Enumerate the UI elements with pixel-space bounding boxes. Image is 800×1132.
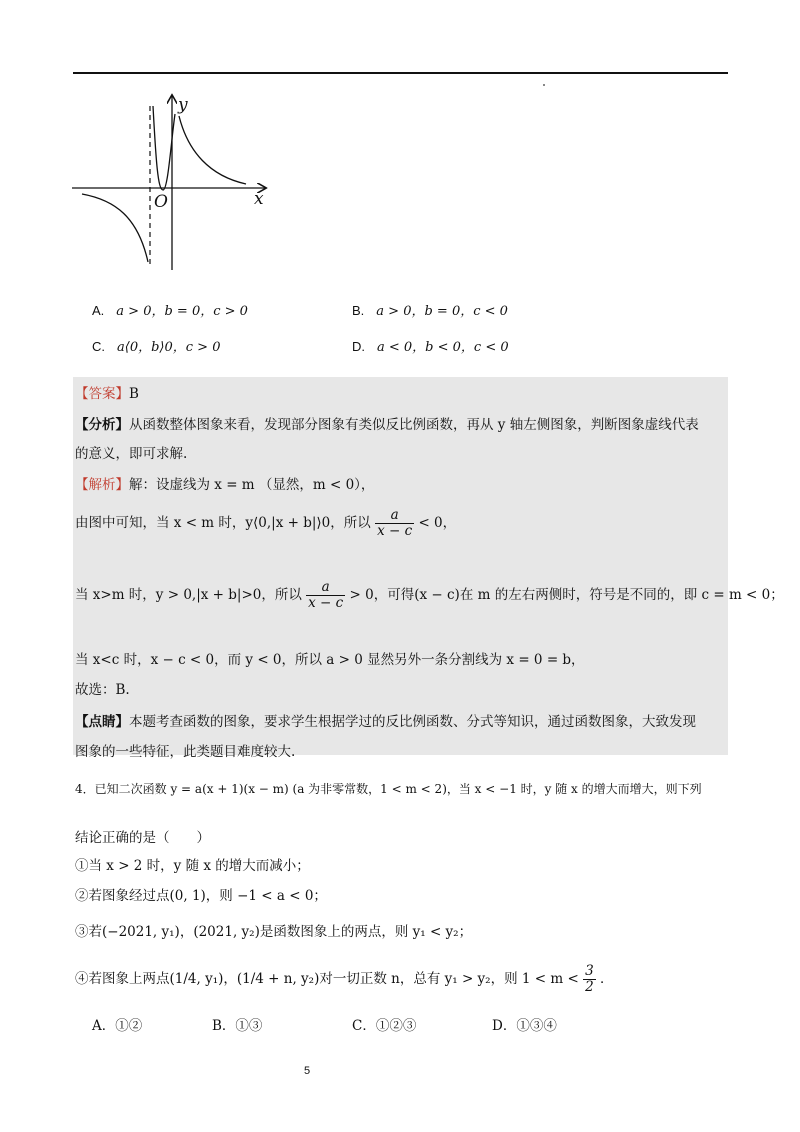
page-number: 5: [303, 1065, 311, 1077]
q4-statement-3: ③若(−2021, y₁)，(2021, y₂)是函数图象上的两点，则 y₁ < y₂；: [75, 924, 473, 940]
function-graph: [60, 92, 280, 282]
header-rule: [73, 72, 728, 74]
q4-statement-4: ④若图象上两点(1/4, y₁)，(1/4 + n, y₂)对一切正数 n，总有 y₁ > y₂，则 1 < m < $\frac{3}{2}$ ．: [75, 963, 614, 995]
q4-option-d: D．①③④: [492, 1018, 557, 1034]
analysis-line-1: 【分析】从函数整体图象来看，发现部分图象有类似反比例函数，再从 y 轴左侧图象，判断图象虚线代表: [75, 417, 699, 433]
q4-statement-1: ①当 x > 2 时，y 随 x 的增大而减小；: [75, 858, 310, 874]
q4-option-b: B．①③: [212, 1018, 263, 1034]
fraction-a-over-x-minus-c-2: $\frac{a}{x - c}$: [308, 579, 344, 611]
option-b: B. a > 0，b = 0，c < 0: [352, 303, 508, 319]
comment-line-2: 图象的一些特征，此类题目难度较大.: [75, 744, 296, 760]
solution-line-2: 由图中可知，当 x < m 时，y⟨0,|x + b|⟩0，所以 $\frac{a}{x - c}$ < 0，: [75, 507, 457, 539]
option-c: C. a⟨0，b⟩0，c > 0: [92, 339, 221, 355]
origin-label: O: [154, 192, 168, 212]
answer-line: 【答案】B: [75, 386, 139, 402]
q4-stem-1: 4．已知二次函数 y = a(x + 1)(x − m) (a 为非零常数，1 < m < 2)，当 x < −1 时，y 随 x 的增大而增大，则下列: [75, 782, 702, 796]
curve-right-branch: [179, 116, 246, 184]
solution-line-3: 当 x>m 时，y > 0,|x + b|>0，所以 $\frac{a}{x - c}$ > 0，可得(x − c)在 m 的左右两侧时，符号是不同的，即 c = m < 0；: [75, 579, 784, 611]
q4-option-a: A．①②: [92, 1018, 143, 1034]
q4-statement-2: ②若图象经过点(0, 1)，则 −1 < a < 0；: [75, 888, 327, 904]
q4-stem-2: 结论正确的是（ ）: [75, 830, 210, 846]
comment-line-1: 【点睛】本题考查函数的图象，要求学生根据学过的反比例函数、分式等知识，通过函数图象，大致发现: [75, 714, 696, 730]
x-axis-label: x: [254, 189, 264, 209]
y-axis-label: y: [178, 95, 188, 115]
solution-line-5: 故选：B.: [75, 682, 130, 698]
solution-line-4: 当 x<c 时，x − c < 0，而 y < 0，所以 a > 0 显然另外一条分割线为 x = 0 = b，: [75, 652, 585, 668]
fraction-3-over-2: $\frac{3}{2}$: [585, 963, 594, 995]
q4-option-c: C．①②③: [352, 1018, 417, 1034]
solution-line-1: 【解析】解：设虚线为 x = m （显然，m < 0），: [75, 477, 375, 493]
header-dot: [543, 84, 545, 86]
option-d: D. a < 0，b < 0，c < 0: [352, 339, 509, 355]
fraction-a-over-x-minus-c: $\frac{a}{x - c}$: [377, 507, 413, 539]
solution-block: [73, 377, 728, 755]
option-a: A. a > 0，b = 0，c > 0: [92, 303, 248, 319]
curve-left-branch: [82, 194, 148, 262]
analysis-line-2: 的意义，即可求解.: [75, 446, 188, 462]
